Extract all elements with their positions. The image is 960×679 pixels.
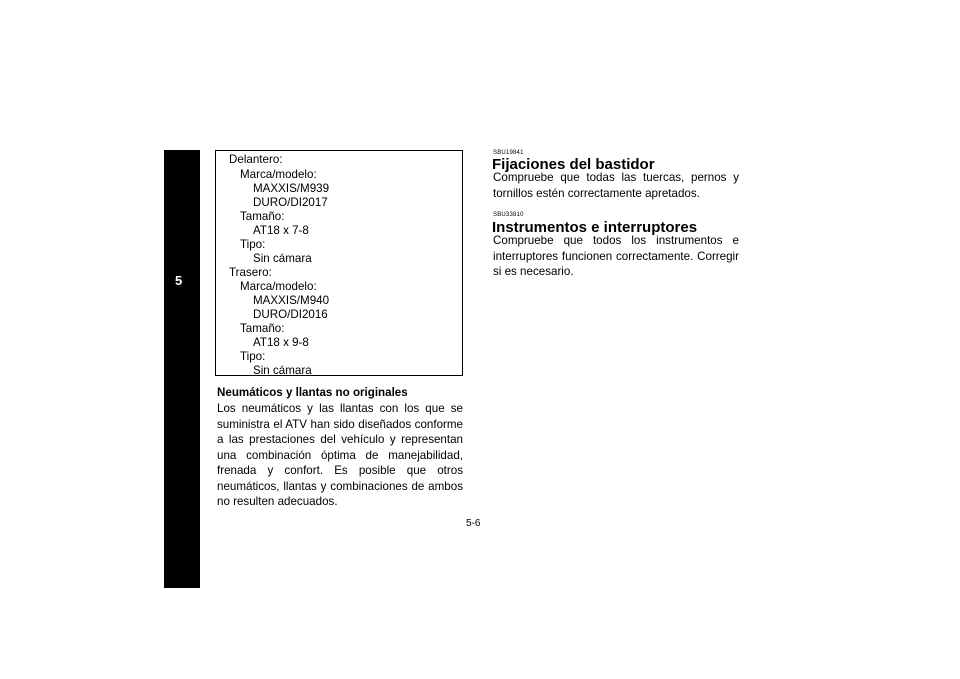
- instruments-switches-paragraph: Compruebe que todos los instrumentos e interruptores funcionen correctamente. Corregir si es necesario.: [493, 234, 739, 278]
- spec-brand-label: Marca/modelo:: [240, 280, 317, 293]
- instruments-switches-heading: Instrumentos e interruptores: [492, 219, 698, 236]
- chapter-tab: [164, 150, 200, 588]
- frame-fasteners-paragraph: Compruebe que todas las tuercas, pernos y tornillos estén correctamente apretados.: [493, 171, 739, 200]
- spec-value: DURO/DI2016: [253, 308, 328, 321]
- section-code: SBU19841: [493, 150, 524, 156]
- spec-brand-label: Marca/modelo:: [240, 168, 317, 181]
- spec-value: MAXXIS/M940: [253, 294, 330, 307]
- spec-front-label: Delantero:: [229, 153, 283, 166]
- spec-value: MAXXIS/M939: [253, 182, 330, 195]
- chapter-number: 5: [175, 273, 183, 288]
- section-code: SBU33810: [493, 212, 524, 218]
- spec-size-label: Tamaño:: [240, 210, 285, 223]
- page-number: 5-6: [466, 518, 481, 529]
- spec-value: AT18 x 7-8: [253, 224, 309, 237]
- spec-value: Sin cámara: [253, 364, 312, 377]
- frame-fasteners-heading: Fijaciones del bastidor: [492, 156, 655, 173]
- non-original-tires-paragraph: Los neumáticos y las llantas con los que se suministra el ATV han sido diseñados conforme a las prestaciones del vehículo y representan una combinación óptima de manejabilidad, frenada y confort. Es posible que otros neumáticos, llantas y combinaciones de ambos no resulten adecuados.: [217, 402, 463, 508]
- tire-spec-box: [215, 150, 463, 376]
- spec-value: Sin cámara: [253, 252, 312, 265]
- spec-size-label: Tamaño:: [240, 322, 285, 335]
- spec-type-label: Tipo:: [240, 350, 266, 363]
- spec-value: DURO/DI2017: [253, 196, 328, 209]
- spec-type-label: Tipo:: [240, 238, 266, 251]
- spec-value: AT18 x 9-8: [253, 336, 309, 349]
- spec-rear-label: Trasero:: [229, 266, 272, 279]
- non-original-tires-subheading: Neumáticos y llantas no originales: [217, 386, 408, 399]
